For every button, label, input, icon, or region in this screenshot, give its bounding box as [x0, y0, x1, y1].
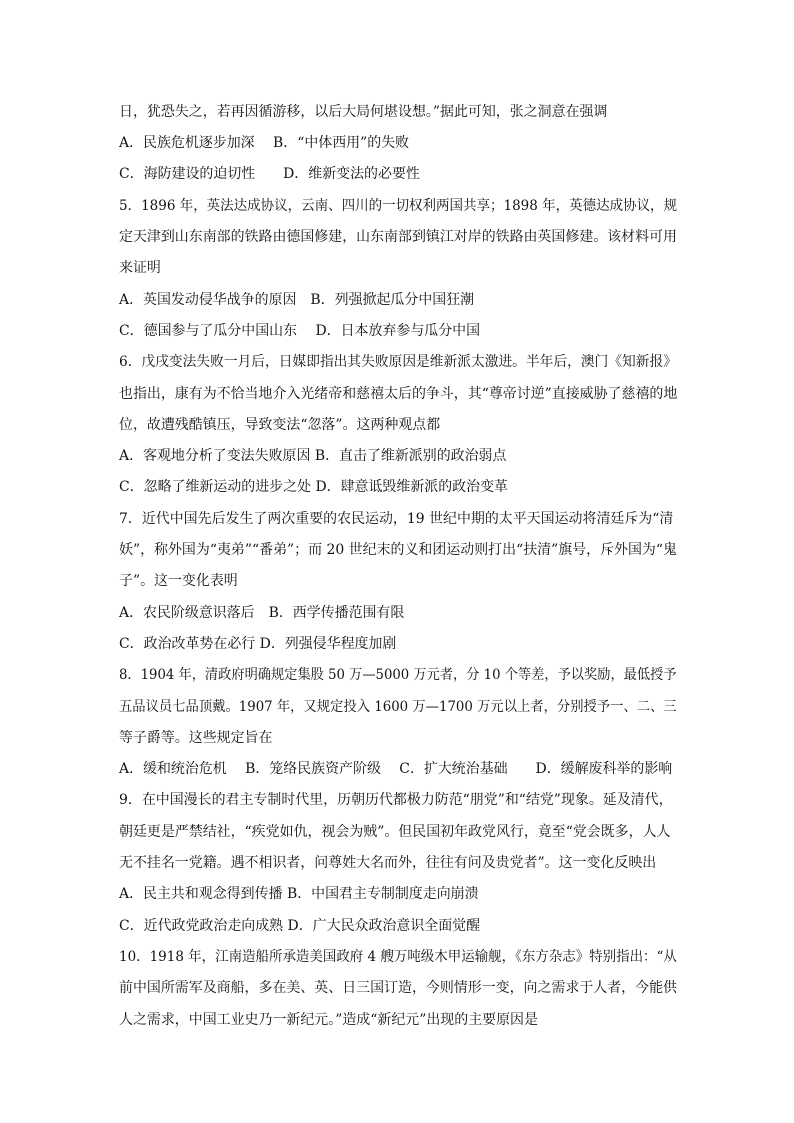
text-line: 五品议员七品顶戴。1907 年，又规定投入 1600 万—1700 万元以上者，分别授予一、二、三	[119, 699, 677, 715]
option-line: A．民族危机逐步加深 B．“中体西用”的失败	[119, 135, 410, 151]
option-line: A．缓和统治危机 B．笼络民族资产阶级 C．扩大统治基础 D．缓解废科举的影响	[119, 761, 673, 777]
text-line: 妖”，称外国为“夷弟”“番弟”；而 20 世纪末的义和团运动则打出“扶清”旗号，斥外国为“鬼	[119, 542, 677, 558]
text-line: 定天津到山东南部的铁路由德国修建，山东南部到镇江对岸的铁路由英国修建。该材料可用	[119, 229, 677, 245]
question-6-line: 6．戊戌变法失败一月后，日媒即指出其失败原因是维新派太激进。半年后，澳门《知新报》	[119, 354, 677, 370]
question-5-line: 5．1896 年，英法达成协议，云南、四川的一切权利两国共享；1898 年，英德达成协议，规	[119, 198, 678, 214]
question-9-line: 9．在中国漫长的君主专制时代里，历朝历代都极力防范“朋党”和“结党”现象。延及清代，	[119, 792, 673, 808]
text-line: 日，犹恐失之，若再因循游移，以后大局何堪设想。”据此可知，张之洞意在强调	[119, 104, 608, 120]
option-line: C．海防建设的迫切性 D．维新变法的必要性	[119, 166, 420, 182]
question-10-line: 10．1918 年，江南造船所承造美国政府 4 艘万吨级木甲运输舰，《东方杂志》特别指出：“从	[119, 949, 677, 965]
option-line: A．客观地分析了变法失败原因 B．直击了维新派别的政治弱点	[119, 448, 507, 464]
text-line: 前中国所需军及商船，多在美、英、日三国订造，今则情形一变，向之需求于人者，今能供	[119, 980, 677, 996]
text-line: 朝廷更是严禁结社，“疾党如仇，视会为贼”。但民国初年政党风行，竟至“党会既多，人人	[119, 824, 671, 840]
question-7-line: 7．近代中国先后发生了两次重要的农民运动，19 世纪中期的太平天国运动将清廷斥为“清	[119, 511, 674, 527]
option-line: C．德国参与了瓜分中国山东 D．日本放弃参与瓜分中国	[119, 323, 481, 339]
option-line: A．农民阶级意识落后 B．西学传播范围有限	[119, 605, 405, 621]
option-line: A．英国发动侵华战争的原因 B．列强掀起瓜分中国狂潮	[119, 292, 475, 308]
text-line: 无不挂名一党籍。遇不相识者，问尊姓大名而外，往往有问及贵党者”。这一变化反映出	[119, 855, 657, 871]
text-line: 等子爵等。这些规定旨在	[119, 730, 273, 746]
option-line: C．近代政党政治走向成熟 D．广大民众政治意识全面觉醒	[119, 918, 481, 934]
text-line: 人之需求，中国工业史乃一新纪元。”造成“新纪元”出现的主要原因是	[119, 1012, 538, 1028]
text-line: 也指出，康有为不恰当地介入光绪帝和慈禧太后的争斗，其“尊帝讨逆”直接威胁了慈禧的地	[119, 386, 678, 402]
text-line: 来证明	[119, 260, 161, 276]
option-line: C．忽略了维新运动的进步之处 D．肆意诋毁维新派的政治变革	[119, 479, 508, 495]
text-line: 子”。这一变化表明	[119, 573, 238, 589]
option-line: A．民主共和观念得到传播 B．中国君主专制制度走向崩溃	[119, 886, 479, 902]
question-8-line: 8．1904 年，清政府明确规定集股 50 万—5000 万元者，分 10 个等差，予以奖励，最低授予	[119, 667, 677, 683]
text-line: 位，故遭残酷镇压，导致变法“忽落”。这两种观点都	[119, 417, 441, 433]
option-line: C．政治改革势在必行 D．列强侵华程度加剧	[119, 636, 397, 652]
